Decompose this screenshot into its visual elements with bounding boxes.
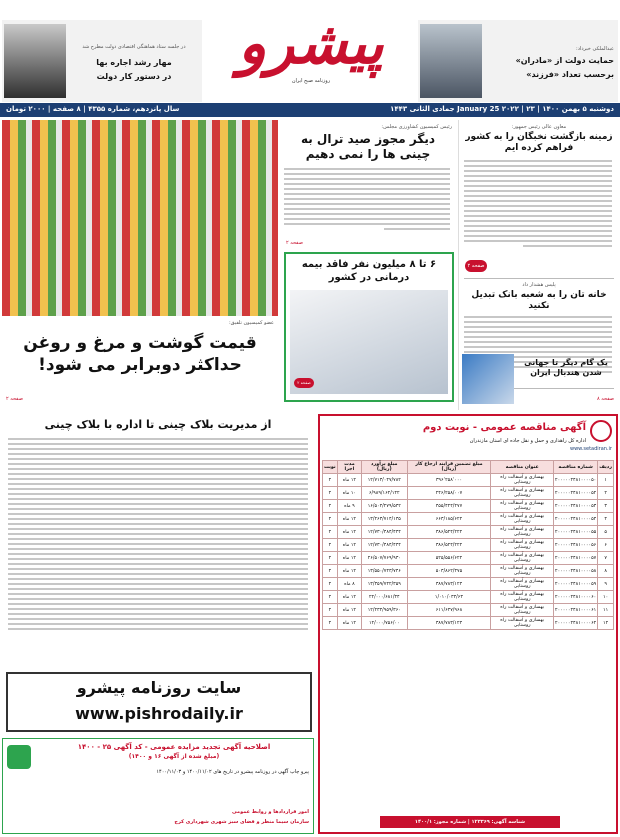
- td-guarantee: ۳۸۷/۷۸۳/۱۲۴: [407, 617, 491, 630]
- td-row: ۶: [598, 539, 614, 552]
- th-turn: نوبت: [323, 461, 338, 474]
- td-guarantee: ۳۸۶/۵۲۴/۲۲۲: [407, 526, 491, 539]
- td-row: ۷: [598, 552, 614, 565]
- dateline-date: دوشنبه ۵ بهمن ۱۴۰۰ | January 25 ۲۰۲۲ | ۲۳ جمادی الثانی ۱۴۴۳: [390, 105, 614, 113]
- minister-title[interactable]: زمینه بازگشت نخبگان را به کشور فراهم کرده ایم: [465, 132, 613, 153]
- th-number: شماره مناقصه: [554, 461, 598, 474]
- meat-photo: [2, 120, 278, 316]
- th-duration: مدت اجرا: [337, 461, 361, 474]
- tender-website[interactable]: www.setadiran.ir: [570, 446, 612, 452]
- td-title: بهسازی و آسفالت راه روستایی: [491, 617, 554, 630]
- handball-page: صفحه ۸: [597, 396, 614, 402]
- meat-story[interactable]: [2, 120, 278, 410]
- left-teaser[interactable]: [2, 20, 202, 102]
- tender-logo-icon: [590, 420, 612, 442]
- td-duration: ۸ ماه: [337, 578, 361, 591]
- tender-title: آگهی مناقصه عمومی - نوبت دوم: [422, 422, 586, 433]
- minister-page-badge[interactable]: صفحه ۲: [465, 260, 487, 272]
- left-teaser-line2: در دستور کار دولت: [96, 72, 172, 81]
- right-teaser-kicker: عبدالملکی خبرداد:: [576, 46, 614, 52]
- th-guarantee: مبلغ تضمین فرایند ارجاع کار (ریال): [407, 461, 491, 474]
- td-number: ۲۰۰۰۰۰۲۴۸۱۰۰۰۰۶۱: [554, 604, 598, 617]
- masthead: [0, 0, 620, 110]
- bank-title[interactable]: خانه تان را به شعبه بانک تبدیل نکنید: [471, 290, 607, 311]
- tender-table-row[interactable]: [323, 500, 614, 513]
- right-teaser-line2: برحسب تعداد «فرزند»: [526, 70, 614, 79]
- td-duration: ۱۲ ماه: [337, 539, 361, 552]
- fishing-title[interactable]: دیگر مجوز صید ترال به چینی ها را نمی دهیم: [300, 132, 436, 161]
- td-title: بهسازی و آسفالت راه روستایی: [491, 500, 554, 513]
- td-turn: ۲: [323, 565, 338, 578]
- td-guarantee: ۶۱۱/۶۴۷/۹۶۸: [407, 604, 491, 617]
- tender-table-row[interactable]: [323, 513, 614, 526]
- td-estimate: ۱۳/۲۶۳/۷۱۴/۱۳۵: [362, 513, 407, 526]
- center-column: [280, 120, 456, 410]
- notice-body: پیرو چاپ آگهی در روزنامه پیشرو در تاریخ های ۱۴۰۰/۱۱/۰۲ و ۱۴۰۰/۱۱/۰۳: [156, 769, 309, 775]
- td-estimate: ۱۳/۵۵۰/۷۴۳/۷۴۶: [362, 565, 407, 578]
- website-label: سایت روزنامه پیشرو: [76, 678, 242, 697]
- td-row: ۲: [598, 487, 614, 500]
- td-title: بهسازی و آسفالت راه روستایی: [491, 578, 554, 591]
- td-turn: ۲: [323, 513, 338, 526]
- tender-table: [322, 460, 614, 630]
- td-estimate: ۱۲/۷۳۰/۴۸۴/۴۴۴: [362, 526, 407, 539]
- td-number: ۲۰۰۰۰۰۲۴۸۱۰۰۰۰۶۰: [554, 591, 598, 604]
- td-number: ۲۰۰۰۰۰۲۴۸۱۰۰۰۰۵۰: [554, 474, 598, 487]
- td-guarantee: ۲۴۶/۲۵۸/۰۰۷: [407, 487, 491, 500]
- td-guarantee: ۳۸۶/۵۲۴/۲۲۲: [407, 539, 491, 552]
- tender-table-row[interactable]: [323, 474, 614, 487]
- left-teaser-photo: [4, 24, 66, 98]
- td-estimate: ۶/۹۸۹/۱۶۲/۱۴۲: [362, 487, 407, 500]
- td-row: ۱: [598, 474, 614, 487]
- handball-story[interactable]: [458, 352, 618, 410]
- td-turn: ۲: [323, 617, 338, 630]
- td-guarantee: ۳۸۷/۷۸۳/۱۲۴: [407, 578, 491, 591]
- td-number: ۲۰۰۰۰۰۲۴۸۱۰۰۰۰۵۳: [554, 500, 598, 513]
- td-row: ۴: [598, 513, 614, 526]
- tender-header: [320, 416, 616, 456]
- tender-table-row[interactable]: [323, 552, 614, 565]
- td-estimate: ۱۲/۷۱۳/۰۴۷/۷۸۲: [362, 474, 407, 487]
- right-teaser[interactable]: [418, 20, 618, 102]
- td-number: ۲۰۰۰۰۰۲۴۸۱۰۰۰۰۵۹: [554, 578, 598, 591]
- td-number: ۲۰۰۰۰۰۲۴۸۱۰۰۰۰۵۴: [554, 513, 598, 526]
- notice-subtitle: (مبلغ شده از آگهی ۱۶ و ۱۴۰۰): [128, 753, 220, 760]
- td-guarantee: ۳۹۶٬۲۵۸٬۰۰۰: [407, 474, 491, 487]
- td-number: ۲۰۰۰۰۰۲۴۸۱۰۰۰۰۵۶: [554, 539, 598, 552]
- td-guarantee: ۶۶۳/۱۸۵/۶۲۲: [407, 513, 491, 526]
- td-row: ۵: [598, 526, 614, 539]
- td-estimate: ۲۶/۵۰۷/۷۶۹/۹۳۰: [362, 552, 407, 565]
- notice-logo-icon: [7, 745, 31, 769]
- th-estimate: مبلغ برآورد (ریال): [362, 461, 407, 474]
- td-estimate: ۱۲/۲۳۴/۹۵۹/۳۶۰: [362, 604, 407, 617]
- td-estimate: ۱۲/۷۳۰/۴۸۴/۴۴۴: [362, 539, 407, 552]
- logo-wordmark: پیشرو: [238, 9, 384, 77]
- tender-org: اداره کل راهداری و حمل و نقل جاده ای استان مازندران: [469, 438, 586, 444]
- tender-table-row[interactable]: [323, 604, 614, 617]
- blockchain-body: [8, 438, 308, 638]
- masthead-logo[interactable]: [216, 8, 406, 90]
- tender-table-row[interactable]: [323, 591, 614, 604]
- td-title: بهسازی و آسفالت راه روستایی: [491, 487, 554, 500]
- notice-title: اصلاحیه آگهی تجدید مزایده عمومی - کد آگهی ۲۵ - ۱۴۰۰: [77, 743, 271, 751]
- td-duration: ۱۲ ماه: [337, 552, 361, 565]
- td-duration: ۱۲ ماه: [337, 513, 361, 526]
- td-title: بهسازی و آسفالت راه روستایی: [491, 552, 554, 565]
- td-duration: ۱۲ ماه: [337, 591, 361, 604]
- tender-table-row[interactable]: [323, 487, 614, 500]
- left-teaser-line1: مهار رشد اجاره بها: [96, 58, 172, 67]
- td-turn: ۲: [323, 487, 338, 500]
- blockchain-title: از مدیریت بلاک چینی تا اداره با بلاک چینی: [44, 418, 272, 431]
- td-duration: ۱۲ ماه: [337, 526, 361, 539]
- td-title: بهسازی و آسفالت راه روستایی: [491, 474, 554, 487]
- td-turn: ۲: [323, 500, 338, 513]
- tender-table-row[interactable]: [323, 526, 614, 539]
- td-turn: ۲: [323, 474, 338, 487]
- td-guarantee: ۱/۰۱۰/۰۳۴/۶۳: [407, 591, 491, 604]
- td-estimate: ۱۳/۳۵۹/۷۴۲/۳۵۹: [362, 578, 407, 591]
- td-title: بهسازی و آسفالت راه روستایی: [491, 591, 554, 604]
- right-teaser-line1: حمایت دولت از «مادران»: [515, 56, 614, 65]
- logo-subtitle: روزنامه صبح ایران: [291, 78, 331, 84]
- td-duration: ۱۰ ماه: [337, 487, 361, 500]
- tender-table-row[interactable]: [323, 617, 614, 630]
- td-turn: ۲: [323, 604, 338, 617]
- td-duration: ۹ ماه: [337, 500, 361, 513]
- th-row: ردیف: [598, 461, 614, 474]
- meat-title: قیمت گوشت و مرغ و روغن حداکثر دوبرابر می شود!: [23, 333, 257, 375]
- website-url[interactable]: www.pishrodaily.ir: [75, 704, 243, 723]
- td-guarantee: ۵۲۵/۵۵۶/۶۲۲: [407, 552, 491, 565]
- td-title: بهسازی و آسفالت راه روستایی: [491, 526, 554, 539]
- td-row: ۹: [598, 578, 614, 591]
- insurance-title: ۶ تا ۸ میلیون نفر فاقد بیمه درمانی در کشور: [301, 259, 437, 283]
- divider: [464, 278, 614, 279]
- td-duration: ۱۲ ماه: [337, 565, 361, 578]
- td-turn: ۲: [323, 552, 338, 565]
- tender-footer: شناسه آگهی: ۱۲۳۳۶۹ | شماره مجوز: ۱۴۰۰/۱: [380, 816, 560, 828]
- td-number: ۲۰۰۰۰۰۲۴۸۱۰۰۰۰۵۵: [554, 526, 598, 539]
- td-title: بهسازی و آسفالت راه روستایی: [491, 539, 554, 552]
- handball-photo: [462, 354, 514, 404]
- td-number: ۲۰۰۰۰۰۲۴۸۱۰۰۰۰۵۲: [554, 487, 598, 500]
- td-row: ۱۱: [598, 604, 614, 617]
- fishing-page: صفحه ۲: [286, 240, 303, 246]
- minister-kicker: معاون عالی رئیس جمهور:: [511, 124, 567, 130]
- meat-page: صفحه ۲: [6, 396, 23, 402]
- td-turn: ۲: [323, 539, 338, 552]
- td-estimate: ۱۲/۰۰۰/۷۵۶/۰۰: [362, 617, 407, 630]
- minister-body: [464, 160, 612, 260]
- website-box[interactable]: [6, 672, 312, 732]
- td-estimate: ۱۶/۵۰۴/۲۷۹/۵۴۲: [362, 500, 407, 513]
- fishing-kicker: رئیس کمیسیون کشاورزی مجلس:: [381, 124, 452, 130]
- td-row: ۱۰: [598, 591, 614, 604]
- dateline-bar: [0, 103, 620, 117]
- tender-table-row[interactable]: [323, 578, 614, 591]
- tender-table-row[interactable]: [323, 539, 614, 552]
- td-number: ۲۰۰۰۰۰۲۴۸۱۰۰۰۰۶۲: [554, 617, 598, 630]
- tender-table-header-row: [323, 461, 614, 474]
- insurance-box[interactable]: [284, 252, 454, 402]
- td-number: ۲۰۰۰۰۰۲۴۸۱۰۰۰۰۵۷: [554, 552, 598, 565]
- fishing-body: [284, 168, 450, 238]
- notice-org2: سازمان سیما منظر و فضای سبز شهری شهرداری کرج: [174, 819, 309, 825]
- td-title: بهسازی و آسفالت راه روستایی: [491, 565, 554, 578]
- td-duration: ۱۲ ماه: [337, 617, 361, 630]
- td-estimate: ۲۲/۰۰۰/۶۸۱/۳۴: [362, 591, 407, 604]
- td-turn: ۲: [323, 591, 338, 604]
- td-guarantee: ۵۰۳/۸۶۲/۳۷۵: [407, 565, 491, 578]
- td-row: ۳: [598, 500, 614, 513]
- td-duration: ۱۲ ماه: [337, 604, 361, 617]
- insurance-page-badge: صفحه ۲: [294, 378, 314, 388]
- td-title: بهسازی و آسفالت راه روستایی: [491, 513, 554, 526]
- td-duration: ۱۲ ماه: [337, 474, 361, 487]
- insurance-photo: [290, 290, 448, 394]
- td-guarantee: ۴۵۵/۴۲۴/۴۷۷: [407, 500, 491, 513]
- right-teaser-photo: [420, 24, 482, 98]
- td-title: بهسازی و آسفالت راه روستایی: [491, 604, 554, 617]
- meat-kicker: عضو کمیسیون تلفیق:: [228, 320, 274, 326]
- notice-org1: امور قراردادها و روابط عمومی: [231, 809, 309, 815]
- tender-table-row[interactable]: [323, 565, 614, 578]
- left-teaser-kicker: در جلسه ستاد هماهنگی اقتصادی دولت مطرح شد: [82, 44, 186, 50]
- bank-kicker: پلیس هشدار داد: [522, 282, 556, 288]
- td-number: ۲۰۰۰۰۰۲۴۸۱۰۰۰۰۵۸: [554, 565, 598, 578]
- notice-box: [2, 738, 314, 834]
- td-turn: ۲: [323, 578, 338, 591]
- td-row: ۱۲: [598, 617, 614, 630]
- td-turn: ۲: [323, 526, 338, 539]
- tender-box: [318, 414, 618, 834]
- blockchain-story[interactable]: [2, 414, 314, 654]
- handball-title: یک گام دیگر تا جهانی شدن هندبال ایران: [524, 358, 608, 377]
- th-title: عنوان مناقصه: [491, 461, 554, 474]
- td-row: ۸: [598, 565, 614, 578]
- dateline-issue: سال پانزدهم، شماره ۴۳۵۵ | ۸ صفحه | ۲۰۰۰ تومان: [6, 105, 180, 113]
